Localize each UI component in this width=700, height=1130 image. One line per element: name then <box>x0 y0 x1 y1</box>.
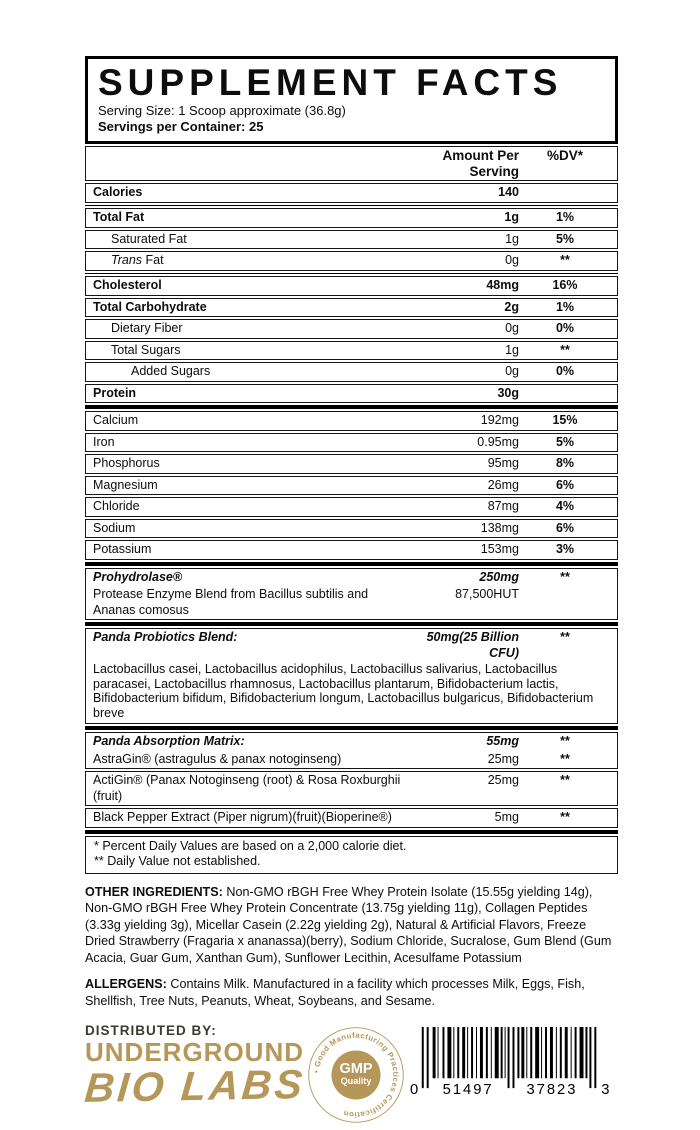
row-dv: ** <box>560 630 570 644</box>
row-label: Added Sugars <box>131 364 211 378</box>
row-label: Potassium <box>93 542 152 556</box>
row-amount: 1g <box>505 231 519 246</box>
row-dv: 6% <box>555 520 575 535</box>
table-row <box>85 183 618 203</box>
row-label: Total Sugars <box>111 342 181 357</box>
table-row-line <box>86 385 617 403</box>
brand-name-underground: UNDERGROUND <box>85 1037 304 1067</box>
table-row <box>85 276 618 296</box>
table-row-line <box>86 541 617 559</box>
serving-size: Serving Size: 1 Scoop approximate (36.8g) <box>98 103 346 118</box>
row-amount: 192mg <box>480 413 519 427</box>
row-amount: 87,500HUT <box>455 587 519 601</box>
row-label: Iron <box>93 434 115 449</box>
row-dv: ** <box>560 773 570 787</box>
table-row-line <box>86 277 617 295</box>
barcode-group-right: 37823 <box>526 1082 578 1098</box>
row-label: Total Carbohydrate <box>93 299 207 314</box>
row-amount: 25mg <box>487 751 519 766</box>
table-row-line <box>86 252 617 270</box>
row-dv: ** <box>560 342 570 357</box>
row-dv: 0% <box>555 364 575 378</box>
table-row-line <box>86 342 617 360</box>
table-row-line <box>86 809 617 827</box>
brand-name-bio-labs: BIO LABS <box>82 1061 308 1111</box>
allergens-label: ALLERGENS: <box>85 977 167 991</box>
distributed-by-label: DISTRIBUTED BY: <box>85 1023 217 1038</box>
table-row <box>85 540 618 560</box>
title-block <box>85 56 618 144</box>
row-dv: 5% <box>555 231 575 246</box>
row-amount: 30g <box>497 385 519 400</box>
row-amount: 26mg <box>487 477 519 492</box>
row-amount: 250mg <box>479 569 519 584</box>
gmp-center-text: GMP <box>339 1061 373 1078</box>
barcode-icon <box>406 1025 618 1098</box>
row-amount: 0g <box>505 364 519 378</box>
table-row <box>85 497 618 517</box>
distributor-block <box>82 1023 308 1111</box>
row-label: Dietary Fiber <box>111 321 183 335</box>
table-row <box>85 628 618 724</box>
gmp-quality-text: Quality <box>340 1076 372 1087</box>
row-label: Protein <box>93 385 137 400</box>
table-row-line <box>86 412 617 430</box>
table-row <box>85 411 618 431</box>
row-label: Trans Fat <box>111 253 164 267</box>
table-row <box>85 230 618 250</box>
column-header-amount: Amount Per Serving <box>442 148 519 179</box>
footer <box>82 1023 618 1130</box>
row-amount: 50mg(25 Billion CFU) <box>426 630 519 660</box>
table-row-line <box>86 299 617 317</box>
row-label: Cholesterol <box>93 278 162 292</box>
row-dv: ** <box>560 569 570 584</box>
other-ingredients-label: OTHER INGREDIENTS: <box>85 884 223 899</box>
row-label: Saturated Fat <box>111 231 187 246</box>
table-row <box>85 771 618 806</box>
table-row-line <box>86 733 617 751</box>
ingredient-description: Lactobacillus casei, Lactobacillus acidophilus, Lactobacillus salivarius, Lactobacillus paracasei, Lactobacillus rhamnosus, Lactobacillus plantarum, Bifidobacterium lactis, Bifidobacterium bifidum, Bifidobacterium longum, Lactobacillus bulgaricus, Bifidobacterium breve <box>93 662 594 720</box>
table-row-line <box>86 209 617 227</box>
table-row <box>85 454 618 474</box>
table-row <box>85 808 618 828</box>
row-amount: 5mg <box>494 810 519 824</box>
table-row <box>85 384 618 404</box>
table-row-line <box>86 184 617 202</box>
row-dv: 8% <box>555 456 575 470</box>
column-header-dv: %DV* <box>546 148 583 163</box>
table-row <box>85 341 618 361</box>
row-amount: 0g <box>505 321 519 335</box>
section-separator <box>85 830 618 834</box>
other-ingredients-text: Non-GMO rBGH Free Whey Protein Isolate (15.55g yielding 14g), Non-GMO rBGH Free Whey Protein Concentrate (13.75g yielding 11g), Collagen Peptides (3.33g yielding 3g), Micellar Casein (2.22g yielding 2g), Natural & Artificial Flavors, Freeze Dried Strawberry (Fragaria x ananassa)(berry), Sodium Chloride, Sucralose, Gum Blend (Gum Acacia, Guar Gum, Xanthan Gum), Sunflower Lecithin, Acesulfame Potassium <box>85 884 612 965</box>
row-dv: ** <box>560 734 570 748</box>
allergens-text: Contains Milk. Manufactured in a facility which processes Milk, Eggs, Fish, Shellfish, Tree Nuts, Peanuts, Wheat, Soybeans, and Sesame. <box>85 977 585 1008</box>
row-label: ActiGin® (Panax Notoginseng (root) & Rosa Roxburghii (fruit) <box>93 773 401 803</box>
row-dv: 1% <box>555 299 575 314</box>
barcode-digit-right: 3 <box>601 1082 610 1098</box>
row-dv: 5% <box>555 434 575 449</box>
row-amount: 0g <box>505 253 519 267</box>
section-separator <box>85 622 618 626</box>
column-header-row <box>85 146 618 181</box>
servings-per-container: Servings per Container: 25 <box>98 119 264 134</box>
table-row <box>85 208 618 228</box>
table-row-line <box>86 477 617 495</box>
row-dv: 0% <box>555 321 575 335</box>
table-row-line <box>86 434 617 452</box>
row-label: Total Fat <box>93 210 145 224</box>
barcode <box>406 1025 618 1103</box>
row-label: Black Pepper Extract (Piper nigrum)(fruit)(Bioperine®) <box>93 810 392 824</box>
table-row <box>85 362 618 382</box>
table-row-line <box>86 363 617 381</box>
row-label: Panda Probiotics Blend: <box>93 630 238 644</box>
table-row <box>85 568 618 621</box>
table-row <box>85 319 618 339</box>
gmp-seal-icon <box>306 1025 406 1125</box>
table-row-line <box>86 569 617 587</box>
row-dv: ** <box>560 253 570 267</box>
row-label: Sodium <box>93 520 136 535</box>
row-label: Prohydrolase® <box>93 569 183 584</box>
label-title: SUPPLEMENT FACTS <box>98 62 563 103</box>
section-separator <box>85 205 618 207</box>
table-row <box>85 476 618 496</box>
row-amount: 1g <box>505 342 519 357</box>
row-amount: 25mg <box>487 773 519 787</box>
row-dv: 3% <box>555 542 575 556</box>
table-row-line <box>86 455 617 473</box>
table-row-line <box>86 586 617 619</box>
row-label: Calories <box>93 185 143 199</box>
table-row-line <box>86 629 617 662</box>
row-amount: 138mg <box>480 520 519 535</box>
table-row-line <box>86 520 617 538</box>
row-dv: ** <box>560 810 570 824</box>
other-ingredients <box>85 884 618 967</box>
row-dv: 15% <box>552 413 578 427</box>
supplement-label <box>82 0 618 1130</box>
barcode-group-left: 51497 <box>442 1082 494 1098</box>
table-row-line <box>86 320 617 338</box>
table-row-line <box>86 772 617 805</box>
section-separator <box>85 562 618 566</box>
table-row <box>85 433 618 453</box>
gmp-ring-text: • Good Manufacturing Practices Certification <box>311 1030 401 1120</box>
row-amount: 153mg <box>480 542 519 556</box>
facts-table <box>85 183 618 828</box>
table-row <box>85 298 618 318</box>
row-label: Protease Enzyme Blend from Bacillus subtilis and Ananas comosus <box>93 587 369 617</box>
table-row-line <box>86 231 617 249</box>
row-amount: 95mg <box>487 456 519 470</box>
row-amount: 1g <box>504 210 519 224</box>
row-amount: 87mg <box>487 499 519 513</box>
footnote-daily-values: * Percent Daily Values are based on a 2,000 calorie diet. <box>94 838 407 853</box>
section-separator <box>85 405 618 409</box>
barcode-digit-left: 0 <box>409 1082 419 1098</box>
row-label: Magnesium <box>93 477 158 492</box>
table-row-line <box>86 751 617 769</box>
row-label: Chloride <box>93 499 140 513</box>
row-amount: 0.95mg <box>477 434 519 449</box>
section-separator <box>85 726 618 730</box>
footnote-block <box>85 836 618 874</box>
table-row <box>85 732 618 769</box>
row-dv: 6% <box>555 477 575 492</box>
gmp-seal <box>306 1025 406 1130</box>
row-label: Panda Absorption Matrix: <box>93 734 245 748</box>
row-dv: 16% <box>552 278 578 292</box>
table-row <box>85 519 618 539</box>
row-amount: 48mg <box>486 278 519 292</box>
row-dv: ** <box>560 751 570 766</box>
footnote-dv-not-established: ** Daily Value not established. <box>94 853 261 868</box>
row-dv: 4% <box>555 499 575 513</box>
table-row-line <box>86 498 617 516</box>
row-amount: 55mg <box>486 734 519 748</box>
row-label: Calcium <box>93 413 139 427</box>
row-label: AstraGin® (astragulus & panax notoginseng) <box>93 751 342 766</box>
table-row <box>85 251 618 271</box>
allergens <box>85 976 618 1009</box>
row-label: Phosphorus <box>93 456 160 470</box>
row-amount: 140 <box>498 185 519 199</box>
row-amount: 2g <box>504 299 519 314</box>
row-dv: 1% <box>555 210 575 224</box>
section-separator <box>85 273 618 275</box>
